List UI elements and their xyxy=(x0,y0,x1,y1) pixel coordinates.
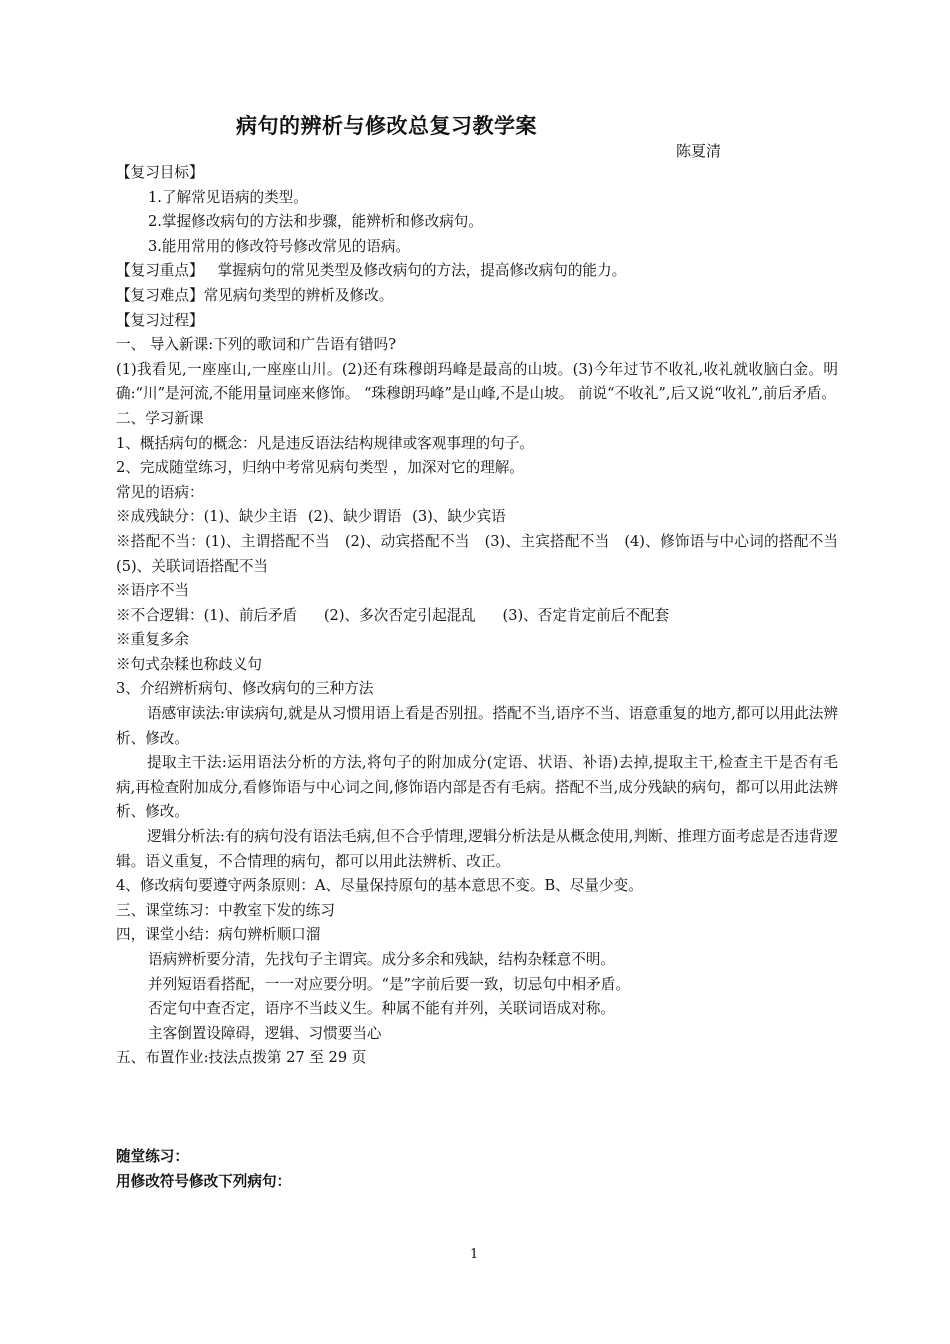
goal-item: 1.了解常见语病的类型。 xyxy=(148,188,308,206)
key-point-text: 掌握病句的常见类型及修改病句的方法，提高修改病句的能力。 xyxy=(217,262,627,280)
section5: 五、布置作业:技法点拨第 27 至 29 页 xyxy=(116,1049,367,1067)
error-type: ※句式杂糅也称歧义句 xyxy=(116,655,262,673)
section4-heading: 四，课堂小结：病句辨析顺口溜 xyxy=(116,926,321,944)
section1-text: (1)我看见,一座座山,一座座山川。(2)还有珠穆朗玛峰是最高的山坡。(3)今年过节不收礼,收礼就收脑白金。明确:“川”是河流,不能用量词座来修饰。 “珠穆朗玛峰”是山峰,不是山坡。 前说“不收礼”,后又说“收礼”,前后矛盾。 xyxy=(116,360,838,403)
key-point-label: 【复习重点】 xyxy=(116,262,204,280)
page-number: 1 xyxy=(470,1247,479,1262)
author-name: 陈夏清 xyxy=(676,142,722,160)
exercise-heading: 随堂练习： xyxy=(116,1147,189,1165)
difficulty-text: 常见病句类型的辨析及修改。 xyxy=(203,286,394,304)
method-paragraph: 语感审读法:审读病句,就是从习惯用语上看是否别扭。搭配不当,语序不当、语意重复的地方,都可以用此法辨析、修改。 xyxy=(116,705,838,747)
document-body xyxy=(116,161,838,1194)
section2-item3: 3、介绍辨析病句、修改病句的三种方法 xyxy=(116,680,374,698)
document-title: 病句的辨析与修改总复习教学案 xyxy=(236,114,537,138)
error-type: ※语序不当 xyxy=(116,582,189,600)
method-paragraph: 逻辑分析法:有的病句没有语法毛病,但不合乎情理,逻辑分析法是从概念使用,判断、推理方面考虑是否违背逻辑。语义重复，不合情理的病句，都可以用此法辨析、改正。 xyxy=(116,828,838,870)
error-type: ※成残缺分：(1)、缺少主语 (2)、缺少谓语 (3)、缺少宾语 xyxy=(116,508,506,526)
section3: 三、课堂练习：中教室下发的练习 xyxy=(116,901,335,919)
section1-heading: 一、 导入新课:下列的歌词和广告语有错吗? xyxy=(116,336,397,354)
goal-item: 2.掌握修改病句的方法和步骤，能辨析和修改病句。 xyxy=(148,213,483,231)
section2-item2: 2、完成随堂练习，归纳中考常见病句类型 ，加深对它的理解。 xyxy=(116,459,524,477)
difficulty-label: 【复习难点】 xyxy=(116,286,204,304)
rhyme-line: 主客倒置设障碍，逻辑、习惯要当心 xyxy=(148,1024,382,1042)
error-type: ※重复多余 xyxy=(116,631,189,649)
difficulty xyxy=(116,284,838,309)
key-point xyxy=(116,259,838,284)
goal-item: 3.能用常用的修改符号修改常见的语病。 xyxy=(148,237,411,255)
goals-heading: 【复习目标】 xyxy=(116,164,204,181)
error-type: ※搭配不当：(1)、主谓搭配不当 (2)、动宾搭配不当 (3)、主宾搭配不当 (4)、修饰语与中心词的搭配不当 (5)、关联词语搭配不当 xyxy=(116,532,838,575)
rhyme-line: 并列短语看搭配，一一对应要分明。“是”字前后要一致，切忌句中相矛盾。 xyxy=(148,975,630,993)
rhyme-line: 语病辨析要分清，先找句子主谓宾。成分多余和残缺，结构杂糅意不明。 xyxy=(148,951,616,968)
blank-space xyxy=(116,1071,838,1145)
common-errors-heading: 常见的语病： xyxy=(116,483,204,501)
section2-item1: 1、概括病句的概念：凡是违反语法结构规律或客观事理的句子。 xyxy=(116,434,534,452)
section2-heading: 二、学习新课 xyxy=(116,409,204,427)
section2-item4: 4、修改病句要遵守两条原则：A、尽量保持原句的基本意思不变。B、尽量少变。 xyxy=(116,877,643,895)
method-paragraph: 提取主干法:运用语法分析的方法,将句子的附加成分(定语、状语、补语)去掉,提取主干,检查主干是否有毛病,再检查附加成分,看修饰语与中心词之间,修饰语内部是否有毛病。搭配不当,成分残缺的病句，都可以用此法辨析、修改。 xyxy=(116,754,838,821)
rhyme-line: 否定句中查否定，语序不当歧义生。种属不能有并列，关联词语成对称。 xyxy=(148,1000,616,1018)
error-type: ※不合逻辑：(1)、前后矛盾 (2)、多次否定引起混乱 (3)、否定肯定前后不配套 xyxy=(116,606,670,624)
process-heading: 【复习过程】 xyxy=(116,311,204,329)
exercise-instruction: 用修改符号修改下列病句： xyxy=(116,1172,292,1190)
